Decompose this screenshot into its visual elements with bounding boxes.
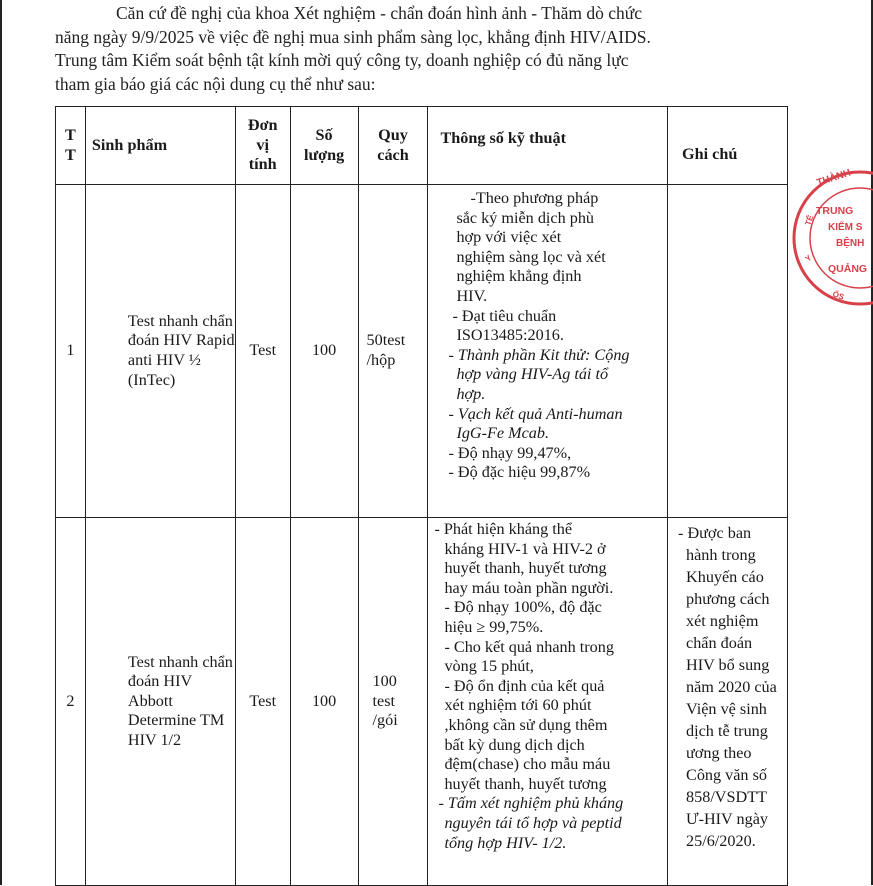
seal-text: KIỂM S — [828, 222, 863, 233]
row1-product: Test nhanh chẩn đoán HIV Rapid anti HIV ½ (InTec) — [85, 185, 235, 518]
intro-paragraph — [55, 2, 785, 96]
intro-line: tham gia báo giá các nội dung cụ thể như sau: — [55, 73, 376, 94]
row1-pack: 50test /hộp — [358, 185, 428, 518]
row1-unit: Test — [235, 185, 290, 518]
page-left-border — [0, 0, 2, 885]
row1-spec: -Theo phương pháp sắc ký miễn dịch phù hợp với việc xét nghiệm sàng lọc và xét nghiệm khẳng định HIV. - Đạt tiêu chuẩn ISO13485:2016. - Thành phần Kit thử: Cộng hợp vàng HIV-Ag tái tổ hợp. - Vạch kết quả Anti-human IgG-Fe Mcab. - Độ nhạy 99,47%, - Độ đặc hiệu 99,87% — [428, 185, 668, 518]
header-product: Sinh phẩm — [85, 107, 235, 185]
header-spec: Thông số kỹ thuật — [428, 107, 668, 185]
row1-quantity: 100 — [290, 185, 358, 518]
intro-line: Trung tâm Kiểm soát bệnh tật kính mời quý công ty, doanh nghiệp có đủ năng lực — [55, 50, 629, 70]
table-row — [56, 185, 788, 518]
header-quantity: Số lượng — [290, 107, 358, 185]
table-row — [56, 518, 788, 886]
seal-text: THÀNH — [815, 167, 853, 189]
header-unit: Đơn vị tính — [235, 107, 290, 185]
intro-line: năng ngày 9/9/2025 về việc đề nghị mua sinh phẩm sàng lọc, khẳng định HIV/AIDS. — [55, 26, 651, 47]
row2-spec: - Phát hiện kháng thể kháng HIV-1 và HIV-2 ở huyết thanh, huyết tương hay máu toàn phần người. - Độ nhạy 100%, độ đặc hiệu ≥ 99,75%. - Cho kết quả nhanh trong vòng 15 phút, - Độ ổn định của kết quả xét nghiệm tới 60 phút ,không cần sử dụng thêm bất kỳ dung dịch dịch đệm(chase) cho mẫu máu huyết thanh, huyết tương - Tấm xét nghiệm phủ kháng nguyên tái tổ hợp và peptid tổng hợp HIV- 1/2. — [428, 518, 668, 886]
official-seal-stamp — [790, 168, 873, 308]
seal-text: Y — [803, 253, 814, 264]
row2-unit: Test — [235, 518, 290, 886]
intro-line: Căn cứ đề nghị của khoa Xét nghiệm - chẩn đoán hình ảnh - Thăm dò chức — [116, 3, 642, 23]
header-pack: Quy cách — [358, 107, 428, 185]
table-header-row — [56, 107, 788, 185]
seal-text: BỆNH — [836, 238, 865, 249]
row2-pack: 100 test /gói — [358, 518, 428, 886]
seal-text: TRUNG — [816, 205, 854, 217]
header-tt: T T — [56, 107, 86, 185]
row2-tt: 2 — [56, 518, 86, 886]
header-note: Ghi chú — [668, 107, 788, 185]
quotation-table — [55, 106, 788, 886]
seal-text: ỐS — [831, 289, 846, 302]
row2-note: - Được ban hành trong Khuyến cáo phương cách xét nghiệm chẩn đoán HIV bổ sung năm 2020 của Viện vệ sinh dịch tễ trung ương theo Công văn số 858/VSDTT Ư-HIV ngày 25/6/2020. — [668, 518, 788, 886]
seal-text: TẾ — [803, 213, 816, 227]
row1-note — [668, 185, 788, 518]
seal-text: QUẢNG — [828, 263, 868, 275]
row2-product: Test nhanh chẩn đoán HIV Abbott Determine TM HIV 1/2 — [85, 518, 235, 886]
row2-quantity: 100 — [290, 518, 358, 886]
row1-tt: 1 — [56, 185, 86, 518]
